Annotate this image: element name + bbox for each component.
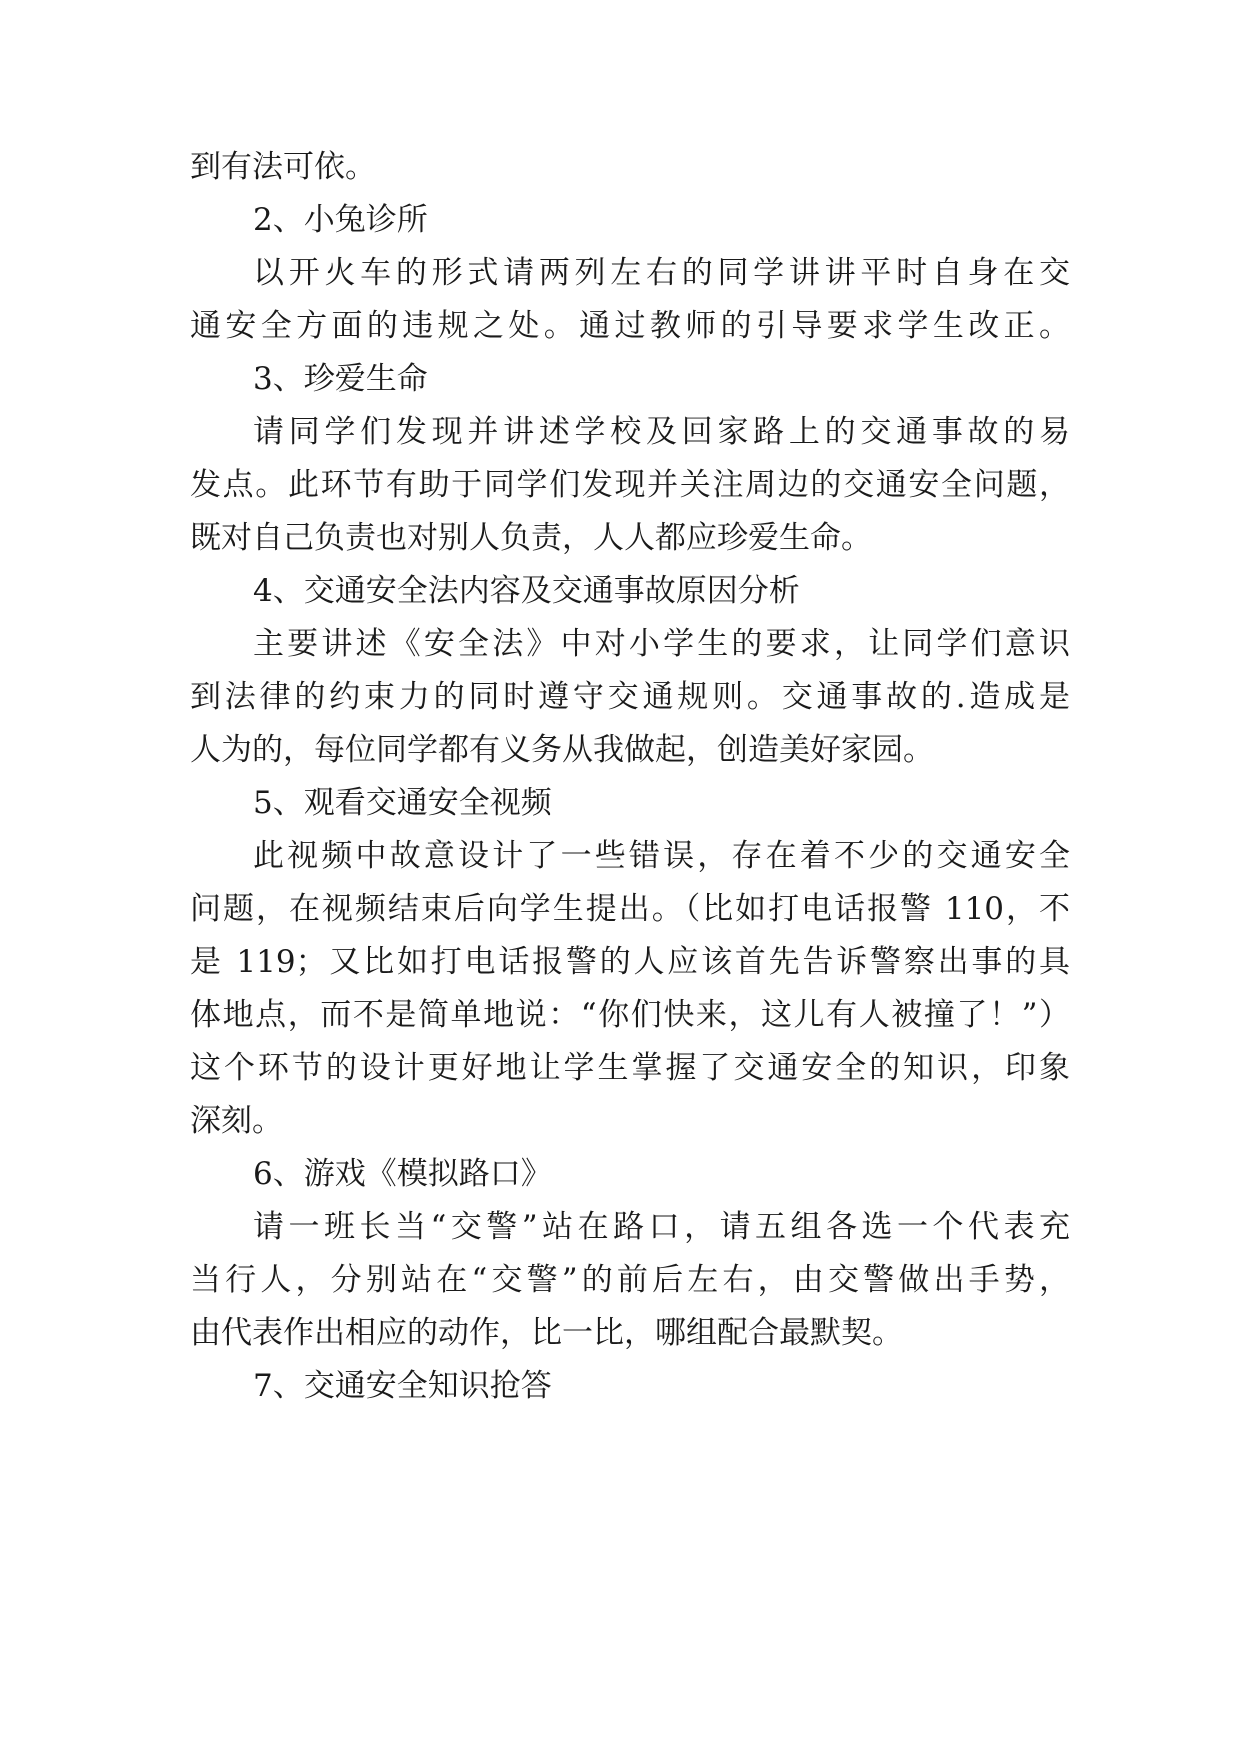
section-heading-3: 3、珍爱生命 xyxy=(253,361,428,397)
paragraph-line: 到法律的约束力的同时遵守交通规则。交通事故的.造成是 xyxy=(190,679,1070,715)
paragraph-line: 请同学们发现并讲述学校及回家路上的交通事故的易 xyxy=(253,414,1070,450)
paragraph-line: 既对自己负责也对别人负责，人人都应珍爱生命。 xyxy=(190,520,872,556)
paragraph-line: 以开火车的形式请两列左右的同学讲讲平时自身在交 xyxy=(253,255,1070,291)
section-heading-2: 2、小兔诊所 xyxy=(253,202,428,238)
paragraph-line: 主要讲述《安全法》中对小学生的要求，让同学们意识 xyxy=(253,626,1070,662)
paragraph-line: 发点。此环节有助于同学们发现并关注周边的交通安全问题， xyxy=(190,467,1070,503)
paragraph-line: 问题，在视频结束后向学生提出。（比如打电话报警 110，不 xyxy=(190,891,1070,927)
section-heading-5: 5、观看交通安全视频 xyxy=(253,785,552,821)
paragraph-line: 是 119；又比如打电话报警的人应该首先告诉警察出事的具 xyxy=(190,944,1070,980)
section-heading-7: 7、交通安全知识抢答 xyxy=(253,1368,552,1404)
paragraph-line: 当行人，分别站在“交警”的前后左右，由交警做出手势， xyxy=(190,1262,1070,1298)
paragraph-line: 体地点，而不是简单地说：“你们快来，这儿有人被撞了！”） xyxy=(190,997,1070,1033)
paragraph-line: 深刻。 xyxy=(190,1103,283,1139)
paragraph-line: 人为的，每位同学都有义务从我做起，创造美好家园。 xyxy=(190,732,934,768)
paragraph-line: 这个环节的设计更好地让学生掌握了交通安全的知识，印象 xyxy=(190,1050,1070,1086)
paragraph-line: 通安全方面的违规之处。通过教师的引导要求学生改正。 xyxy=(190,308,1070,344)
paragraph-line: 此视频中故意设计了一些错误，存在着不少的交通安全 xyxy=(253,838,1070,874)
paragraph-line: 到有法可依。 xyxy=(190,149,376,185)
paragraph-line: 请一班长当“交警”站在路口，请五组各选一个代表充 xyxy=(253,1209,1070,1245)
section-heading-4: 4、交通安全法内容及交通事故原因分析 xyxy=(253,573,800,609)
paragraph-line: 由代表作出相应的动作，比一比，哪组配合最默契。 xyxy=(190,1315,903,1351)
section-heading-6: 6、游戏《模拟路口》 xyxy=(253,1156,552,1192)
